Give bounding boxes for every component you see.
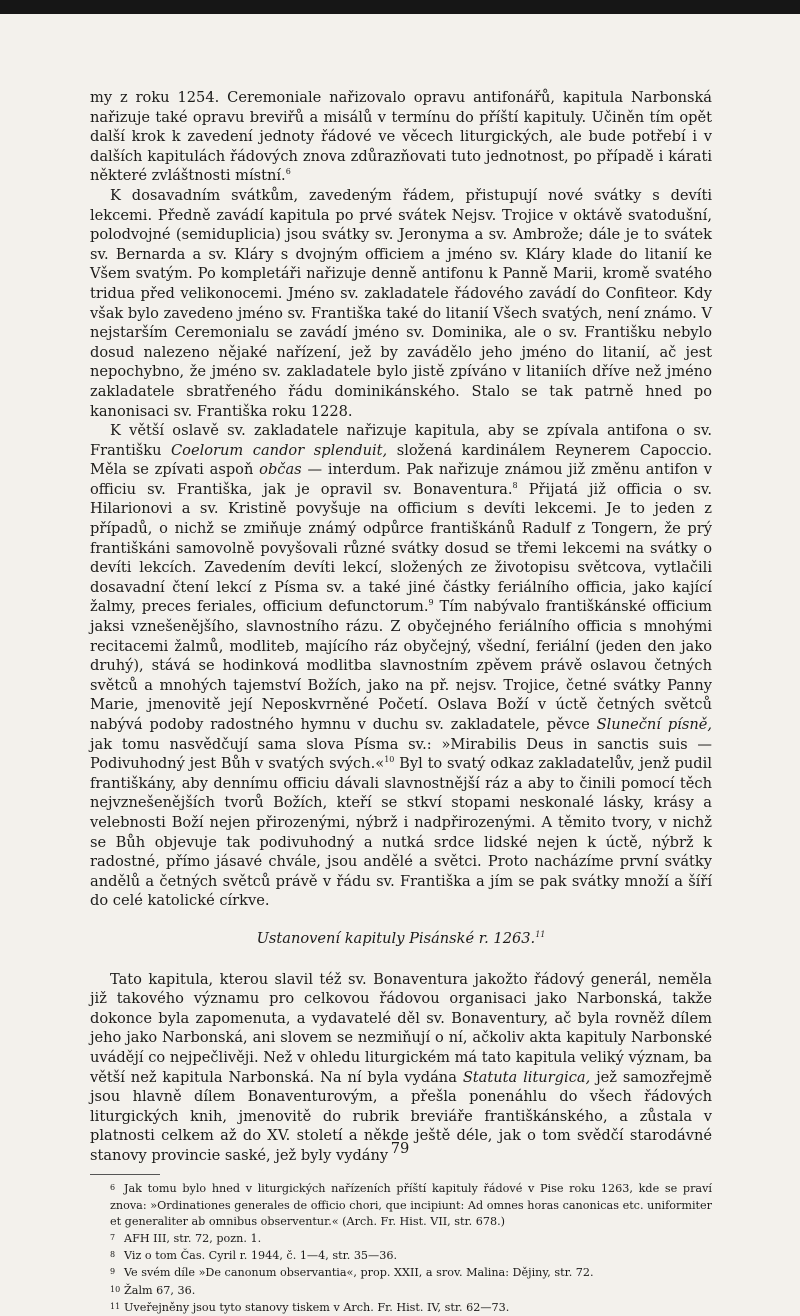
footnote-6: 6 Jak tomu bylo hned v liturgických nařízeních příští kapituly řádové v Pise roku 1263, kde se praví znova: »Ordinationes generales de officio chori, que incipiunt: Ad omnes horas canonicas etc. uniformiter et generaliter ab omnibus observentur.« (Arch. Fr. Hist. VII, str. 678.): [110, 1182, 712, 1228]
page-number: 79: [390, 1140, 410, 1157]
footnote-ref-6: 6: [285, 167, 291, 177]
page-body: [90, 88, 712, 1316]
footnote-11: 11 Uveřejněny jsou tyto stanovy tiskem v Arch. Fr. Hist. IV, str. 62—73.: [110, 1300, 510, 1314]
paragraph-3: K větší oslavě sv. zakladatele nařizuje kapitula, aby se zpívala antifona o sv. Františku Coelorum candor splenduit, složená kardinálem Reynerem Capoccio. Měla se zpívati aspoň občas — interdum. Pak nařizuje známou již změnu antifon v officiu sv. Františka, jak je opravil sv. Bonaventura.$^8$ Přijatá již officia o sv. Hilarionovi a sv. Kristině povyšuje na officium s devíti lekcemi. Je to jeden z případů, o nichž se zmiňuje známý odpůrce františkánů Radulf z Tongern, že prý františkáni samovolně povyšovali různé svátky dosud se třemi lekcemi na svátky o devíti lekcích. Zavedením devíti lekcí, složených ze životopisu světcova, vytlačili dosavadní čtení lekcí z Písma sv. a také jiné částky feriálního officia, jako kající žalmy, preces feriales, officium defunctorum.$^9$ Tím nabývalo františkánské officium jaksi vznešenějšího, slavnostního rázu. Z obyčejného feriálního officia s mnohými recitacemi žalmů, modliteb, majícího ráz obyčejný, všední, feriální (jeden den jako druhý), stává se hodinková modlitba slavnostním zpěvem právě oslavou četných světců a mnohých tajemství Božích, jako na př. nejsv. Trojice, četné svátky Panny Marie, jmenovitě její Neposkvrněné Početí. Oslava Boží v úctě četných světců nabývá podoby radostného hymnu v duchu sv. zakladatele, pěvce Sluneční písně, jak tomu nasvědčují sama slova Písma sv.: »Mirabilis Deus in sanctis suis — Podivuhodný jest Bůh v svatých svých.«$^{10}$ Byl to svatý odkaz zakladatelův, jenž pudil františkány, aby dennímu officiu dávali slavnostnější ráz a aby to činili pomocí těch nejvznešenějších tvorů Božích, kteří se stkví stopami neskonalé lásky, krásy a velebnosti Boží nejen přirozenými, nýbrž i nadpřirozenými. A těmito tvory, v nichž se Bůh objevuje tak podivuhodný a nutká srdce lidské nejen k úctě, nýbrž k radostné, přímo jásavé chvále, jsou andělé a světci. Proto nacházíme první svátky andělů a četných světců právě v řádu sv. Františka a jím se pak svátky množí a šíří do celé katolické církve.: [90, 422, 713, 910]
scan-top-border: [0, 0, 800, 14]
section-heading: Ustanovení kapituly Pisánské r. 1263.11: [256, 929, 546, 947]
emphasis-obcas: občas: [259, 461, 302, 479]
footnote-ref-8: 8: [512, 481, 518, 491]
footnote-ref-9: 9: [428, 598, 434, 608]
footnote-ref-11: 11: [535, 930, 546, 940]
paragraph-1: my z roku 1254. Ceremoniale nařizovalo opravu antifonářů, kapitula Narbonská nařizuje také opravu breviřů a misálů v termínu do příští kapituly. Učiněn tím opět další krok k zavedení jednoty řádové ve věcech liturgických, ale bude potřebí i v dalších kapitulách řádových znova zdůrazňovati tuto jednotnost, po případě i kárati některé zvláštnosti místní.$^6$: [90, 89, 712, 185]
footnotes: [90, 1180, 712, 1316]
footnote-7: 7 AFH III, str. 72, pozn. 1.: [110, 1232, 262, 1246]
footnote-8: 8 Viz o tom Čas. Cyril r. 1944, č. 1—4, str. 35—36.: [110, 1249, 398, 1263]
footnote-ref-10: 10: [384, 755, 395, 765]
paragraph-2: K dosavadním svátkům, zavedeným řádem, přistupují nové svátky s devíti lekcemi. Předně zavádí kapitula po prvé svátek Nejsv. Trojice v oktávě svatodušní, polodvojné (semiduplicia) jsou svátky sv. Jeronyma a sv. Ambrože; dále je to svátek sv. Bernarda a sv. Kláry s dvojným officiem a jméno sv. Kláry klade do litanií ke Všem svatým. Po kompletáři nařizuje denně antifonu k Panně Marii, kromě svatého tridua před velikonocemi. Jméno sv. zakladatele řádového zavádí do Confiteor. Kdy však bylo zavedeno jméno sv. Františka také do litanií Všech svatých, není známo. V nejstarším Ceremonialu se zavádí jméno sv. Dominika, ale o sv. Františku nebylo dosud nalezeno nějaké nařízení, jež by zavádělo jeho jméno do litanií, ač jest nepochybno, že jméno sv. zakladatele bylo jistě zpíváno v litaniích dříve než jméno zakladatele sbratřeného řádu dominikánského. Stalo se tak patrně hned po kanonisaci sv. Františka roku 1228.: [90, 186, 712, 420]
footnote-10: 10 Žalm 67, 36.: [110, 1283, 196, 1297]
paragraph-4: Tato kapitula, kterou slavil též sv. Bonaventura jakožto řádový generál, neměla již takového významu pro celkovou řádovou organisaci jako Narbonská, takže dokonce byla zapomenuta, a vydavatelé děl sv. Bonaventury, ač byla rovněž dílem jeho jako Narbonská, ani slovem se nezmiňují o ní, ačkoliv akta kapituly Narbonské uvádějí co nejpečlivěji. Než v ohledu liturgickém má tato kapitula veliký význam, ba větší než kapitula Narbonská. Na ní byla vydána Statuta liturgica, jež samozřejmě jsou hlavně dílem Bonaventurovým, a přešla ponenáhlu do všech řádových liturgických knih, jmenovitě do rubrik breviáře františkánského, a zůstala v platnosti celkem až do XV. století a někde ještě déle, jak o tom svědčí starodávné stanovy provincie saské, jež byly vydány: [90, 970, 712, 1164]
antiphon-title: Coelorum candor splenduit,: [171, 441, 388, 459]
footnote-divider: [90, 1174, 160, 1175]
statuta-title: Statuta liturgica,: [462, 1068, 591, 1086]
footnote-9: 9 Ve svém díle »De canonum observantia«, prop. XXII, a srov. Malina: Dějiny, str. 72.: [110, 1266, 594, 1280]
song-title: Sluneční písně,: [596, 716, 712, 733]
